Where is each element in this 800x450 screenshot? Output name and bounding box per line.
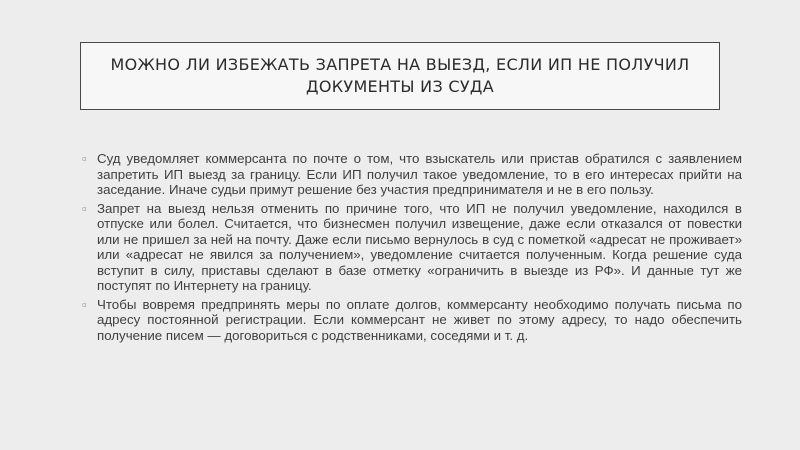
bullet-text: Суд уведомляет коммерсанта по почте о том, что взыскатель или пристав обратился с заявлением запретить ИП выезд за границу. Если ИП получил такое уведомление, то в его интересах прийти на заседание. Иначе судьи примут решение без участия предпринимателя и не в его пользу. [97,151,742,197]
bullet-square-icon: ▫ [82,296,87,312]
bullet-list [82,151,742,346]
bullet-item [82,151,742,198]
bullet-text: Запрет на выезд нельзя отменить по причине того, что ИП не получил уведомление, находился в отпуске или болел. Считается, что бизнесмен получил извещение, даже если отказался от повестки или не пришел за ней на почту. Даже если письмо вернулось в суд с пометкой «адресат не проживает» или «адресат не явился за получением», уведомление считается полученным. Когда решение суда вступит в силу, приставы сделают в базе отметку «ограничить в выезде из РФ». И данные тут же поступят по Интернету на границу. [97,200,742,293]
slide-title: МОЖНО ЛИ ИЗБЕЖАТЬ ЗАПРЕТА НА ВЫЕЗД, ЕСЛИ ИП НЕ ПОЛУЧИЛ ДОКУМЕНТЫ ИЗ СУДА [110,55,690,96]
bullet-item [82,201,742,294]
bullet-square-icon: ▫ [82,200,87,216]
bullet-square-icon: ▫ [82,151,87,166]
bullet-text: Чтобы вовремя предпринять меры по оплате долгов, коммерсанту необходимо получать письма по адресу постоянной регистрации. Если коммерсант не живет по этому адресу, то надо обеспечить получение писем — договориться с родственниками, соседями и т. д. [97,296,742,343]
title-box [80,42,720,110]
bullet-item [82,297,742,344]
